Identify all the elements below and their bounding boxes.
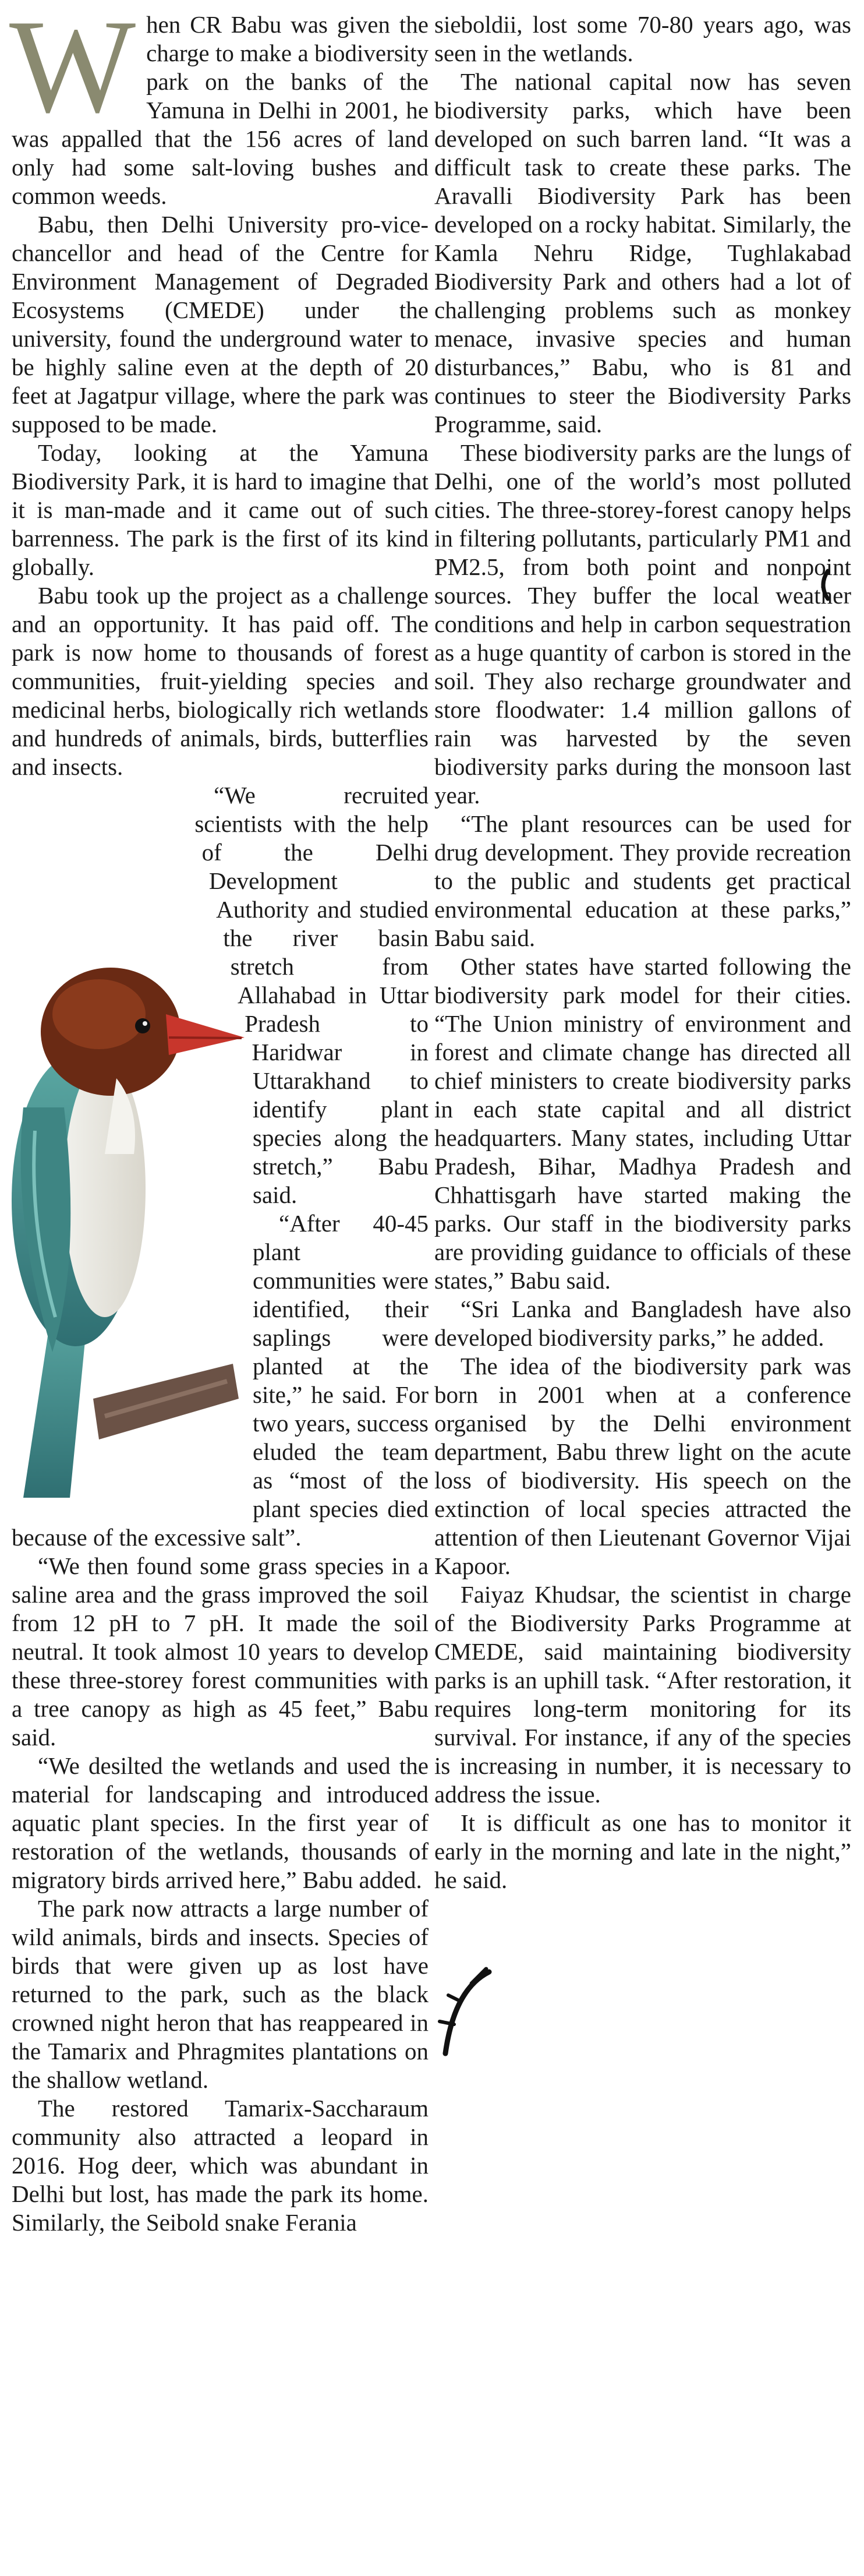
article-paragraph-16: “Sri Lanka and Bangladesh have also developed biodiversity parks,” he added.	[434, 1296, 851, 1351]
twig-decoration-icon	[431, 1966, 501, 2059]
article-paragraph-5: “We recruited scientists with the help of the Delhi Development Authority and studied the river basin stretch from Allahabad in Uttar Pradesh to Haridwar in Uttarakhand to identify plant species along the stretch,” Babu said.	[194, 782, 429, 1208]
article-paragraph-17: The idea of the biodiversity park was born in 2001 when at a conference organised by the Delhi environment department, Babu threw light on the acute loss of biodiversity. His speech on the extinction of local species attracted the attention of then Lieutenant Governor Vijai Kapoor.	[434, 1353, 851, 1579]
kingfisher-photo	[0, 781, 245, 1504]
article-paragraph-8: “We desilted the wetlands and used the material for landscaping and introduced aquatic plant species. In the first year of restoration of the wetlands, thousands of migratory birds arrived here,” Babu added.	[12, 1752, 429, 1893]
article-paragraph-18: Faiyaz Khudsar, the scientist in charge of the Biodiversity Parks Programme at CMEDE, said maintaining biodiversity parks is an uphill task. “After restoration, it requires long-term monitoring for its survival. For instance, if any of the species is increasing in number, it is necessary to address the issue.	[434, 1581, 851, 1808]
article-paragraph-9: The park now attracts a large number of wild animals, birds and insects. Species of birds that were given up as lost have returned to the park, such as the black crowned night heron that has reappeared in the Tamarix and Phragmites plantations on the shallow wetland.	[12, 1895, 429, 2093]
article-paragraph-11: sieboldii, lost some 70-80 years ago, was seen in the wetlands.	[434, 11, 851, 66]
bracket-ornament-icon	[815, 569, 833, 601]
article-paragraph-15: Other states have started following the biodiversity park model for their cities. “The Union ministry of environment and forest and climate change has directed all chief ministers to create biodiversity parks in each state capital and all district headquarters. Many states, including Uttar Pradesh, Bihar, Madhya Pradesh and Chhattisgarh have started making the parks. Our staff in the biodiversity parks are providing guidance to officials of these states,” Babu said.	[434, 953, 851, 1294]
article-paragraph-12: The national capital now has seven biodiversity parks, which have been developed on such barren land. “It was a difficult task to create these parks. The Aravalli Biodiversity Park has been developed on a rocky habitat. Similarly, the Kamla Nehru Ridge, Tughlakabad Biodiversity Park and others had a lot of challenging problems such as monkey menace, invasive species and human disturbances,” Babu, who is 81 and continues to steer the Biodiversity Parks Programme, said.	[434, 68, 851, 437]
article-paragraph-14: “The plant resources can be used for drug development. They provide recreation to the public and students get practical environmental education at these parks,” Babu said.	[434, 810, 851, 951]
article-paragraph-3: Today, looking at the Yamuna Biodiversity Park, it is hard to imagine that it is man-made and it came out of such barrenness. The park is the first of its kind globally.	[12, 439, 429, 580]
article-paragraph-6: “After 40-45 plant communities were identified, their saplings were planted at the site,” he said. For two years, success eluded the team as “most of the plant species died because of the excessive salt”.	[12, 1210, 429, 1551]
article-paragraph-4-text: Babu took up the project as a challenge and an opportunity. It has paid off. The park is now home to thousands of forest communities, fruit-yielding species and medicinal herbs, biologically rich wetlands and hundreds of animals, birds, butterflies and insects.	[12, 582, 429, 780]
article-paragraph-13: These biodiversity parks are the lungs of Delhi, one of the world’s most polluted cities. The three-storey-forest canopy helps in filtering pollutants, particularly PM1 and PM2.5, from both point and nonpoint sources. They buffer the local weather conditions and help in carbon sequestration as a huge quantity of carbon is stored in the soil. They also recharge groundwater and store floodwater: 1.4 million gallons of rain was harvested by the seven biodiversity parks during the monsoon last year.	[434, 439, 851, 809]
article-paragraph-4	[12, 581, 429, 781]
article-paragraph-19: It is difficult as one has to monitor it early in the morning and late in the night,” he said.	[434, 1809, 851, 1893]
article-paragraph-2: Babu, then Delhi University pro-vice-chancellor and head of the Centre for Environment Management of Degraded Ecosystems (CMEDE) under the university, found the underground water to be highly saline even at the depth of 20 feet at Jagatpur village, where the park was supposed to be made.	[12, 211, 429, 437]
article-paragraph-10: The restored Tamarix-Saccharaum community also attracted a leopard in 2016. Hog deer, which was abundant in Delhi but lost, has made the park its home. Similarly, the Seibold snake Ferania	[12, 2095, 429, 2236]
article-paragraph-1: When CR Babu was given the charge to make a biodiversity park on the banks of the Yamuna in Delhi in 2001, he was appalled that the 156 acres of land only had some salt-loving bushes and common weeds.	[9, 0, 429, 209]
kingfisher-illustration	[0, 781, 245, 1504]
left-column	[9, 0, 429, 2237]
article-paragraph-7: “We then found some grass species in a saline area and the grass improved the soil from 12 pH to 7 pH. It made the soil neutral. It took almost 10 years to develop these three-storey forest communities with a tree canopy as high as 45 feet,” Babu said.	[12, 1552, 429, 1751]
drop-cap: W	[9, 0, 136, 140]
right-column	[434, 10, 851, 1894]
